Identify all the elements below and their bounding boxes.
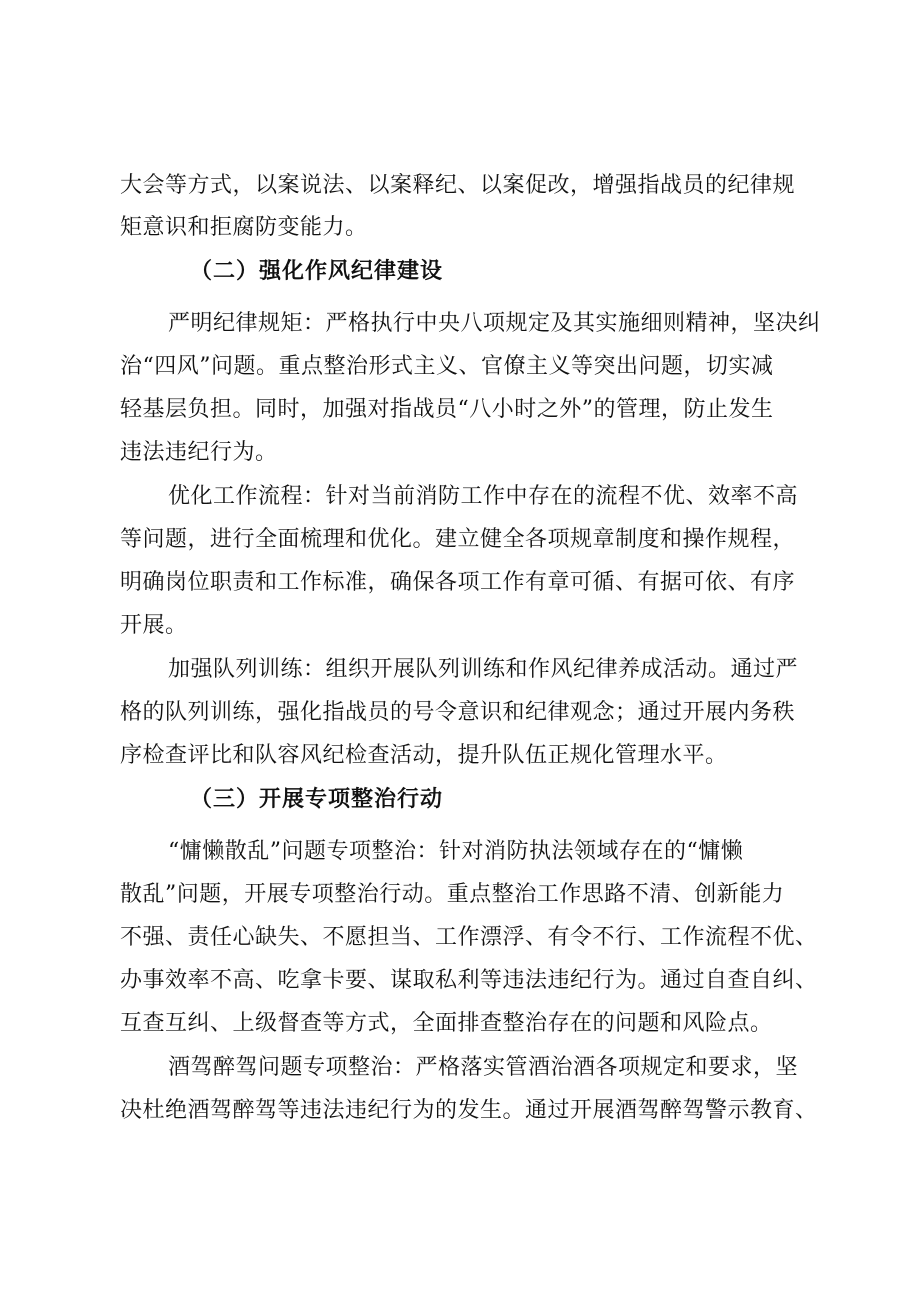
section-heading-3: （三）开展专项整治行动: [190, 787, 444, 812]
paragraph-line: 等问题，进行全面梳理和优化。建立健全各项规章制度和操作规程，: [120, 527, 796, 552]
paragraph-line: 严明纪律规矩：严格执行中央八项规定及其实施细则精神，坚决纠: [168, 311, 821, 336]
paragraph-line: 决杜绝酒驾醉驾等违法违纪行为的发生。通过开展酒驾醉驾警示教育、: [120, 1098, 818, 1123]
paragraph-line: 办事效率不高、吃拿卡要、谋取私利等违法违纪行为。通过自查自纠、: [120, 968, 818, 993]
paragraph-line: 矩意识和拒腐防变能力。: [120, 215, 368, 240]
paragraph-line: 不强、责任心缺失、不愿担当、工作漂浮、有令不行、工作流程不优、: [120, 925, 818, 950]
paragraph-line: 加强队列训练：组织开展队列训练和作风纪律养成活动。通过严: [168, 657, 799, 682]
paragraph-line: 大会等方式，以案说法、以案释纪、以案促改，增强指战员的纪律规: [120, 173, 796, 198]
paragraph-line: 轻基层负担。同时，加强对指战员“八小时之外”的管理，防止发生: [120, 397, 774, 422]
paragraph-line: 酒驾醉驾问题专项整治：严格落实管酒治酒各项规定和要求，坚: [168, 1055, 799, 1080]
paragraph-line: 开展。: [120, 613, 188, 638]
paragraph-line: “慵懒散乱”问题专项整治：针对消防执法领域存在的“慵懒: [168, 839, 744, 864]
paragraph-line: 互查互纠、上级督查等方式，全面排查整治存在的问题和风险点。: [120, 1011, 773, 1036]
paragraph-line: 违法违纪行为。: [120, 440, 278, 465]
paragraph-line: 明确岗位职责和工作标准，确保各项工作有章可循、有据可依、有序: [120, 570, 796, 595]
paragraph-line: 散乱”问题，开展专项整治行动。重点整治工作思路不清、创新能力: [120, 882, 785, 907]
paragraph-line: 优化工作流程：针对当前消防工作中存在的流程不优、效率不高: [168, 484, 799, 509]
paragraph-line: 治“四风”问题。重点整治形式主义、官僚主义等突出问题，切实减: [120, 354, 774, 379]
section-heading-2: （二）强化作风纪律建设: [190, 259, 444, 284]
paragraph-line: 格的队列训练，强化指战员的号令意识和纪律观念；通过开展内务秩: [120, 700, 796, 725]
paragraph-line: 序检查评比和队容风纪检查活动，提升队伍正规化管理水平。: [120, 743, 728, 768]
